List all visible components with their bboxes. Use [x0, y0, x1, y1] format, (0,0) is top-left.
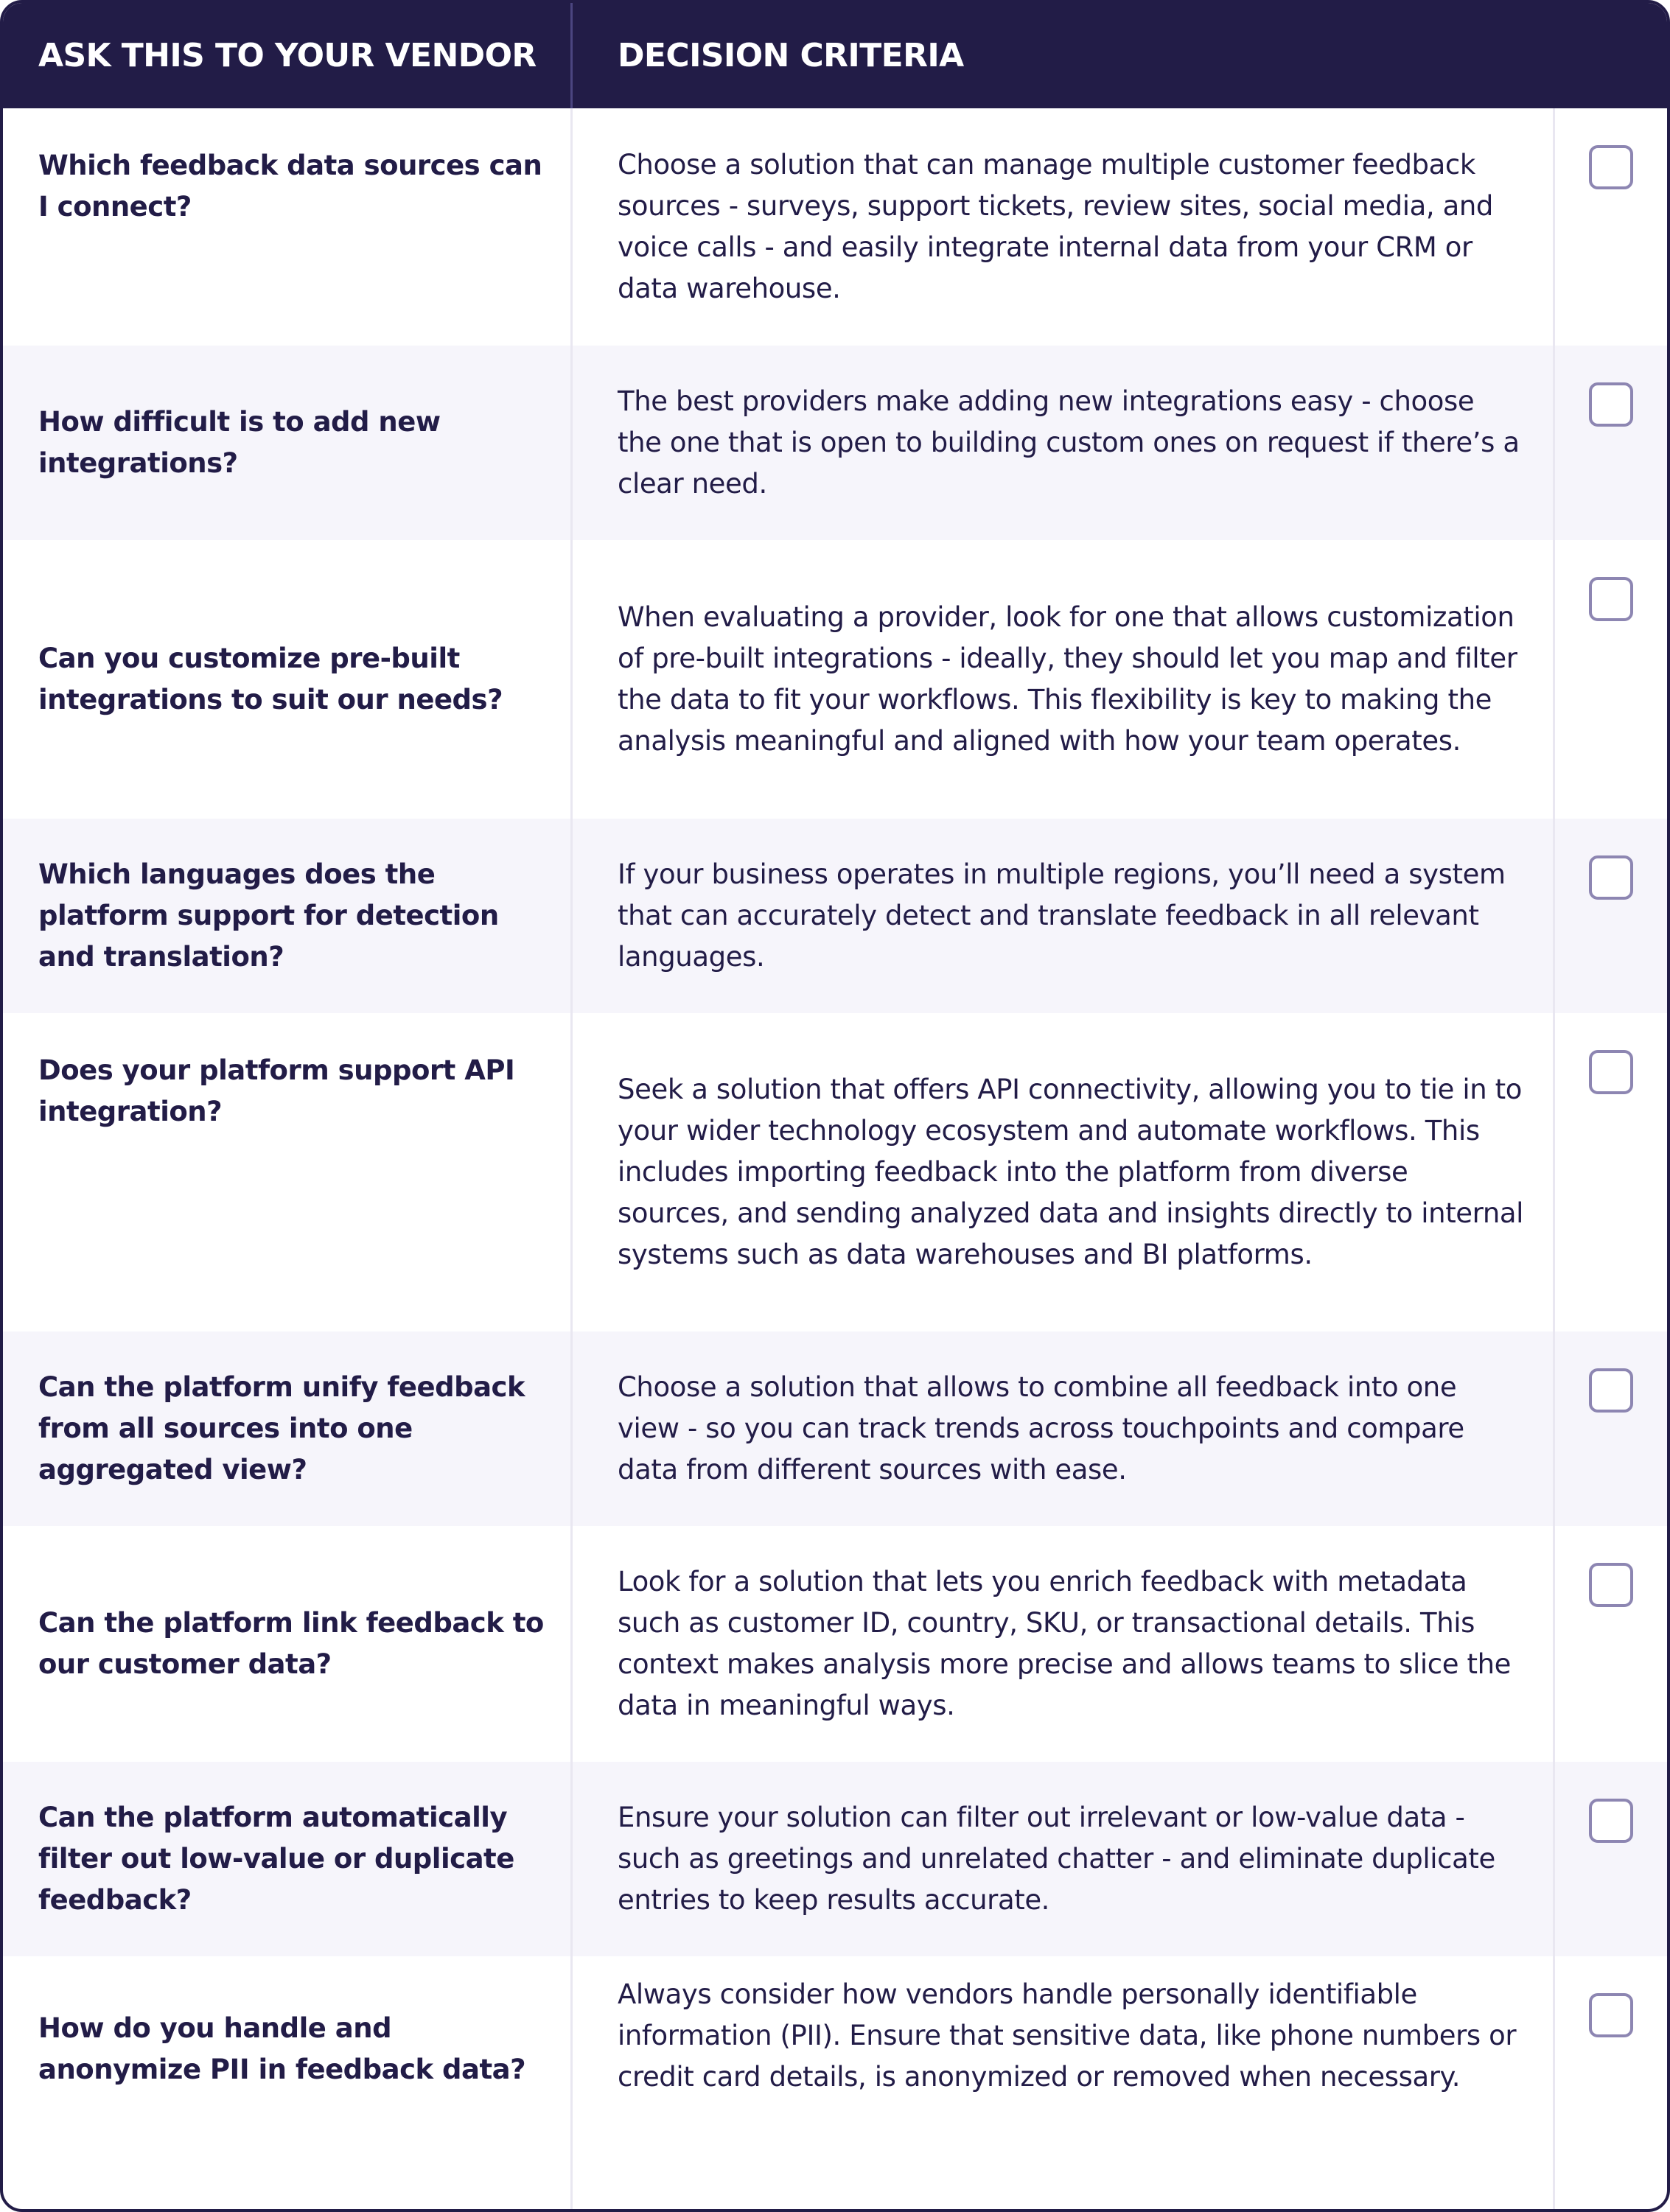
vendor-question: Which feedback data sources can I connect?	[38, 150, 542, 223]
row-checkbox[interactable]	[1589, 1050, 1633, 1094]
decision-criteria: Choose a solution that allows to combine all feedback into one view - so you can track trends across touchpoints and compare data from different sources with ease.	[618, 1371, 1464, 1485]
table-row	[3, 1956, 1667, 2212]
decision-criteria: Always consider how vendors handle personally identifiable information (PII). Ensure that sensitive data, like phone numbers or credit card details, is anonymized or removed when necessary.	[618, 1978, 1517, 2093]
row-checkbox[interactable]	[1589, 1993, 1633, 2037]
vendor-question: Does your platform support API integration?	[38, 1054, 515, 1127]
decision-criteria: Choose a solution that can manage multiple customer feedback sources - surveys, support tickets, review sites, social media, and voice calls - and easily integrate internal data from your CRM or data warehouse.	[618, 149, 1494, 304]
vendor-question: Which languages does the platform support for detection and translation?	[38, 858, 499, 973]
decision-criteria: When evaluating a provider, look for one that allows customization of pre-built integrations - ideally, they should let you map and filter the data to fit your workflows. This flexibility is key to making the analysis meaningful and aligned with how your team operates.	[618, 601, 1517, 757]
header-divider	[570, 3, 573, 108]
vendor-question: Can the platform automatically filter out low-value or duplicate feedback?	[38, 1802, 514, 1916]
row-checkbox[interactable]	[1589, 577, 1633, 621]
decision-criteria: Ensure your solution can filter out irrelevant or low-value data - such as greetings and unrelated chatter - and eliminate duplicate entries to keep results accurate.	[618, 1802, 1495, 1916]
row-checkbox[interactable]	[1589, 1368, 1633, 1413]
table-row	[3, 540, 1667, 819]
table-row	[3, 819, 1667, 1013]
row-checkbox[interactable]	[1589, 1563, 1633, 1607]
decision-criteria: Seek a solution that offers API connectivity, allowing you to tie in to your wider technology ecosystem and automate workflows. This includes importing feedback into the platform from diverse sources, and sending analyzed data and insights directly to internal systems such as data warehouses and BI platforms.	[618, 1074, 1524, 1270]
question-column-header: ASK THIS TO YOUR VENDOR	[38, 37, 537, 74]
criteria-column-header: DECISION CRITERIA	[618, 37, 964, 74]
vendor-question: How difficult is to add new integrations?	[38, 406, 441, 479]
table-row	[3, 1526, 1667, 1762]
row-checkbox[interactable]	[1589, 855, 1633, 900]
vendor-question: Can the platform unify feedback from all sources into one aggregated view?	[38, 1371, 525, 1485]
vendor-question: How do you handle and anonymize PII in feedback data?	[38, 2012, 526, 2085]
table-row	[3, 1331, 1667, 1526]
decision-criteria: If your business operates in multiple regions, you’ll need a system that can accurately detect and translate feedback in all relevant languages.	[618, 858, 1506, 973]
table-row	[3, 1762, 1667, 1956]
row-checkbox[interactable]	[1589, 382, 1633, 427]
vendor-question: Can you customize pre-built integrations to suit our needs?	[38, 643, 503, 715]
row-checkbox[interactable]	[1589, 1799, 1633, 1843]
table-row	[3, 1013, 1667, 1331]
row-checkbox[interactable]	[1589, 145, 1633, 189]
decision-criteria: Look for a solution that lets you enrich feedback with metadata such as customer ID, country, SKU, or transactional details. This context makes analysis more precise and allows teams to slice the data in meaningful ways.	[618, 1566, 1511, 1721]
table-row	[3, 108, 1667, 346]
decision-criteria: The best providers make adding new integrations easy - choose the one that is open to building custom ones on request if there’s a clear need.	[618, 385, 1520, 500]
column-divider	[570, 108, 573, 2209]
vendor-question: Can the platform link feedback to our customer data?	[38, 1607, 544, 1680]
column-divider	[1553, 108, 1555, 2209]
table-header	[3, 3, 1667, 108]
table-row	[3, 346, 1667, 540]
